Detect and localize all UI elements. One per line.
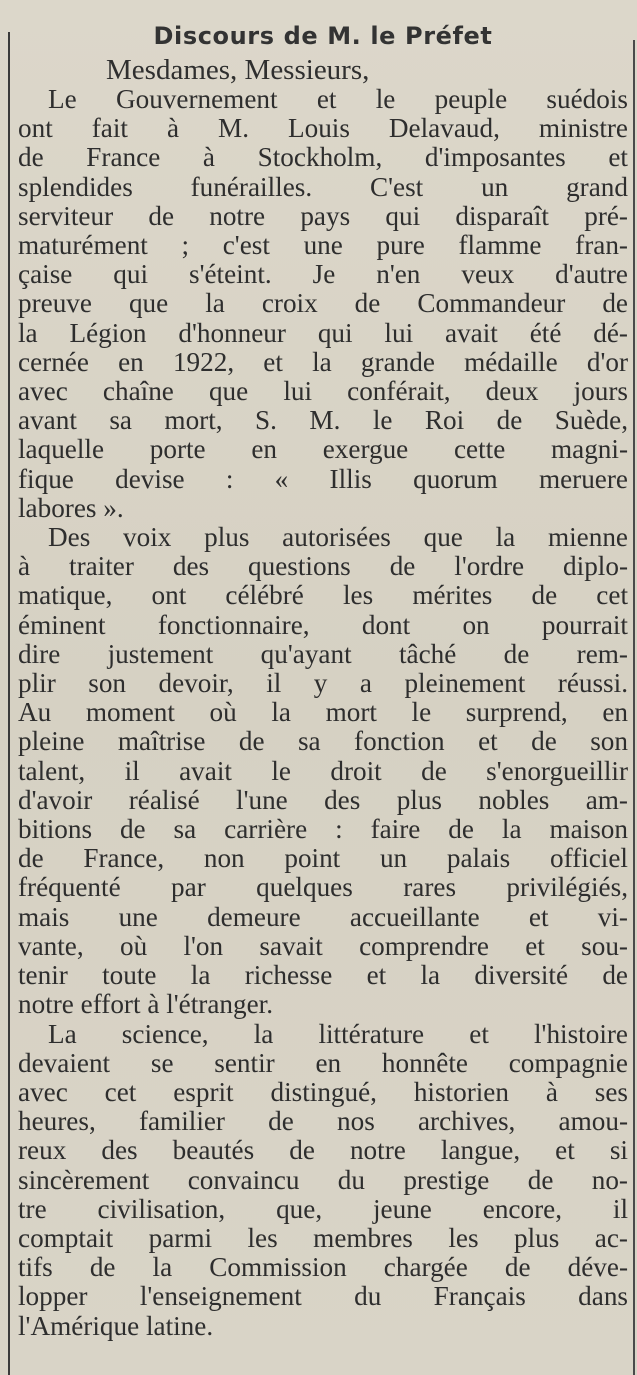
text-line: çaise qui s'éteint. Je n'en veux d'autre — [18, 259, 628, 290]
text-line: reux des beautés de notre langue, et si — [18, 1135, 628, 1166]
text-line: l'Amérique latine. — [18, 1310, 214, 1341]
text-line: pleine maîtrise de sa fonction et de son — [18, 726, 628, 757]
column-rule-right — [633, 40, 635, 1375]
text-line: splendides funérailles. C'est un grand — [18, 171, 628, 202]
paragraph-3 — [18, 1020, 628, 1341]
text-line: heures, familier de nos archives, amou- — [18, 1106, 628, 1137]
article-title: Discours de M. le Préfet — [153, 22, 493, 50]
text-line: dire justement qu'ayant tâché de rem- — [18, 638, 628, 669]
paragraph-1 — [18, 85, 628, 523]
text-line: Le Gouvernement et le peuple suédois — [48, 84, 628, 114]
article-column — [18, 22, 628, 1341]
text-line: fique devise : « Illis quorum meruere — [18, 463, 628, 494]
text-line: maturément ; c'est une pure flamme fran- — [18, 230, 628, 261]
text-line: avant sa mort, S. M. le Roi de Suède, — [18, 405, 628, 436]
text-line: d'avoir réalisé l'une des plus nobles am- — [18, 784, 628, 815]
text-line: cernée en 1922, et la grande médaille d'or — [18, 346, 628, 377]
text-line: laquelle porte en exergue cette magni- — [18, 434, 628, 465]
text-line: à traiter des questions de l'ordre diplo- — [18, 551, 628, 582]
text-line: La science, la littérature et l'histoire — [48, 1018, 628, 1049]
text-line: fréquenté par quelques rares privilégiés, — [18, 872, 628, 903]
salutation: Mesdames, Messieurs, — [106, 54, 370, 86]
text-line: notre effort à l'étranger. — [18, 989, 274, 1020]
text-line: labores ». — [18, 492, 124, 523]
text-line: plir son devoir, il y a pleinement réussi. — [18, 668, 628, 699]
text-line: avec cet esprit distingué, historien à ses — [18, 1076, 628, 1107]
text-line: devaient se sentir en honnête compagnie — [18, 1047, 628, 1078]
text-line: tenir toute la richesse et la diversité de — [18, 960, 628, 991]
text-line: de France à Stockholm, d'imposantes et — [18, 142, 628, 173]
text-line: preuve que la croix de Commandeur de — [18, 288, 628, 319]
text-line: matique, ont célébré les mérites de cet — [18, 580, 628, 611]
text-line: Des voix plus autorisées que la mienne — [48, 522, 628, 553]
text-line: tre civilisation, que, jeune encore, il — [18, 1193, 628, 1224]
text-line: de France, non point un palais officiel — [18, 843, 628, 874]
paragraph-2 — [18, 523, 628, 1019]
text-line: lopper l'enseignement du Français dans — [18, 1281, 628, 1312]
text-line: sincèrement convaincu du prestige de no- — [18, 1164, 628, 1195]
text-line: éminent fonctionnaire, dont on pourrait — [18, 609, 628, 640]
text-line: la Légion d'honneur qui lui avait été dé- — [18, 317, 628, 348]
text-line: talent, il avait le droit de s'enorgueillir — [18, 755, 628, 786]
text-line: mais une demeure accueillante et vi- — [18, 901, 628, 932]
text-line: vante, où l'on savait comprendre et sou- — [18, 930, 628, 961]
text-line: tifs de la Commission chargée de déve- — [18, 1252, 628, 1283]
text-line: Au moment où la mort le surprend, en — [18, 697, 628, 728]
text-line: comptait parmi les membres les plus ac- — [18, 1222, 628, 1253]
column-rule-left — [8, 32, 10, 1375]
text-line: ont fait à M. Louis Delavaud, ministre — [18, 113, 628, 144]
text-line: avec chaîne que lui conférait, deux jours — [18, 376, 628, 407]
text-line: bitions de sa carrière : faire de la maison — [18, 814, 628, 845]
text-line: serviteur de notre pays qui disparaît pré- — [18, 200, 628, 231]
